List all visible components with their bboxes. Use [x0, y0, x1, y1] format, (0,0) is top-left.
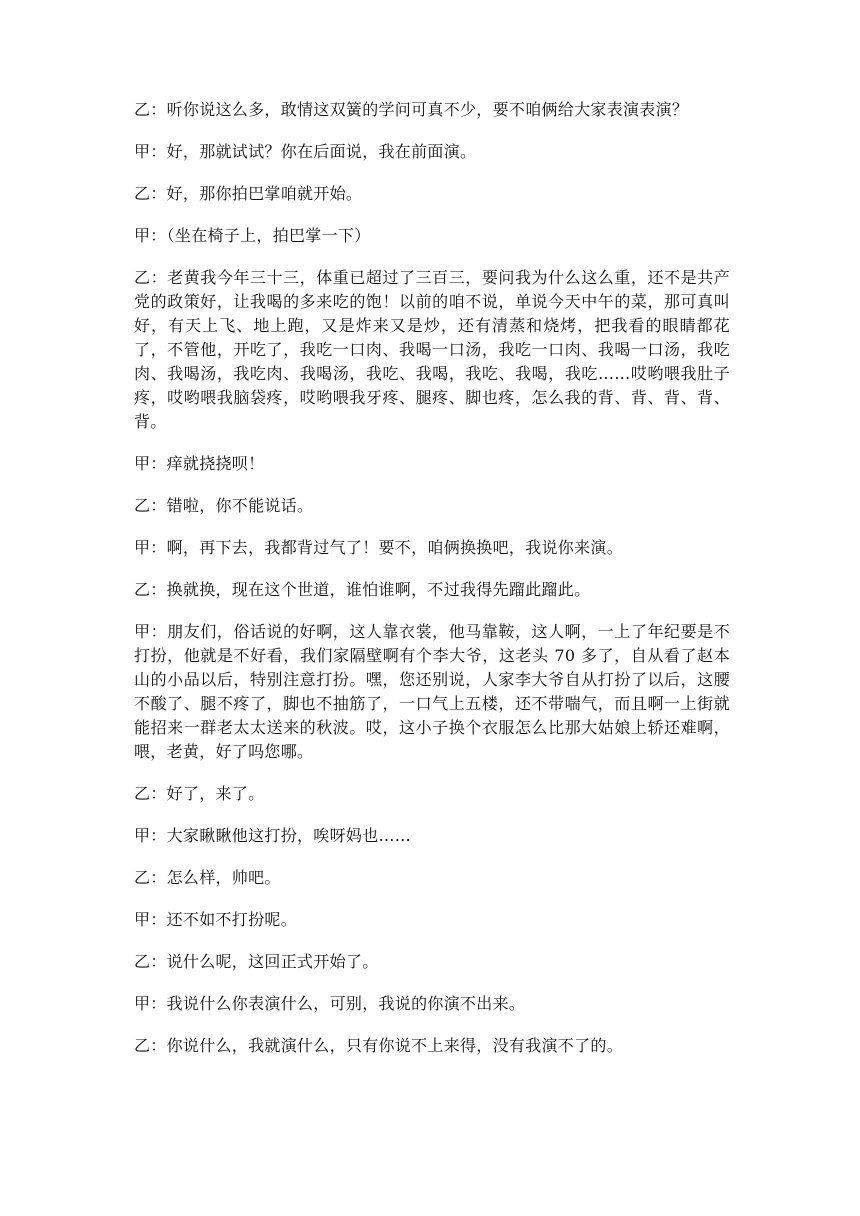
- dialogue-line-5: 乙：老黄我今年三十三，体重已超过了三百三，要问我为什么这么重，还不是共产党的政策好，让我喝的多来吃的饱！以前的咱不说，单说今天中午的菜，那可真叫好，有天上飞、地上跑，又是炸来又是炒，还有清蒸和烧烤，把我看的眼睛都花了，不管他，开吃了，我吃一口肉、我喝一口汤，我吃一口肉、我喝一口汤，我吃肉、我喝汤，我吃肉、我喝汤，我吃、我喝，我吃、我喝，我吃……哎哟喂我肚子疼，哎哟喂我脑袋疼，哎哟喂我牙疼、腿疼、脚也疼，怎么我的背、背、背、背、背。: [134, 268, 730, 431]
- dialogue-line-15: 乙：说什么呢，这回正式开始了。: [134, 952, 379, 971]
- dialogue-line-8: 甲：啊，再下去，我都背过气了！要不，咱俩换换吧，我说你来演。: [134, 538, 624, 557]
- dialogue-line-4: 甲：（坐在椅子上，拍巴掌一下）: [134, 226, 371, 245]
- dialogue-line-14: 甲：还不如不打扮呢。: [134, 910, 298, 929]
- dialogue-line-9: 乙：换就换，现在这个世道，谁怕谁啊，不过我得先蹓此蹓此。: [134, 580, 591, 599]
- dialogue-line-12: 甲：大家瞅瞅他这打扮，唉呀妈也……: [134, 826, 412, 845]
- dialogue-line-2: 甲：好，那就试试？你在后面说，我在前面演。: [134, 142, 477, 161]
- dialogue-line-1: 乙：听你说这么多，敢情这双簧的学问可真不少，要不咱俩给大家表演表演？: [134, 100, 689, 119]
- dialogue-line-16: 甲：我说什么你表演什么，可别，我说的你演不出来。: [134, 994, 526, 1013]
- dialogue-body: [134, 98, 730, 1076]
- dialogue-line-11: 乙：好了，来了。: [134, 784, 265, 803]
- dialogue-line-3: 乙：好，那你拍巴掌咱就开始。: [134, 184, 363, 203]
- dialogue-line-13: 乙：怎么样，帅吧。: [134, 868, 281, 887]
- dialogue-line-10: 甲：朋友们，俗话说的好啊，这人靠衣裳，他马靠鞍，这人啊，一上了年纪要是不打扮，他就是不好看，我们家隔壁啊有个李大爷，这老头 70 多了，自从看了赵本山的小品以后，特别注意打扮。嘿，您还别说，人家李大爷自从打扮了以后，这腰不酸了、腿不疼了，脚也不抽筋了，一口气上五楼，还不带喘气，而且啊一上街就能招来一群老太太送来的秋波。哎，这小子换个衣服怎么比那大姑娘上轿还难啊，喂，老黄，好了吗您哪。: [134, 622, 730, 761]
- dialogue-line-17: 乙：你说什么，我就演什么，只有你说不上来得，没有我演不了的。: [134, 1036, 624, 1055]
- dialogue-line-7: 乙：错啦，你不能说话。: [134, 496, 314, 515]
- dialogue-line-6: 甲：痒就挠挠呗！: [134, 454, 265, 473]
